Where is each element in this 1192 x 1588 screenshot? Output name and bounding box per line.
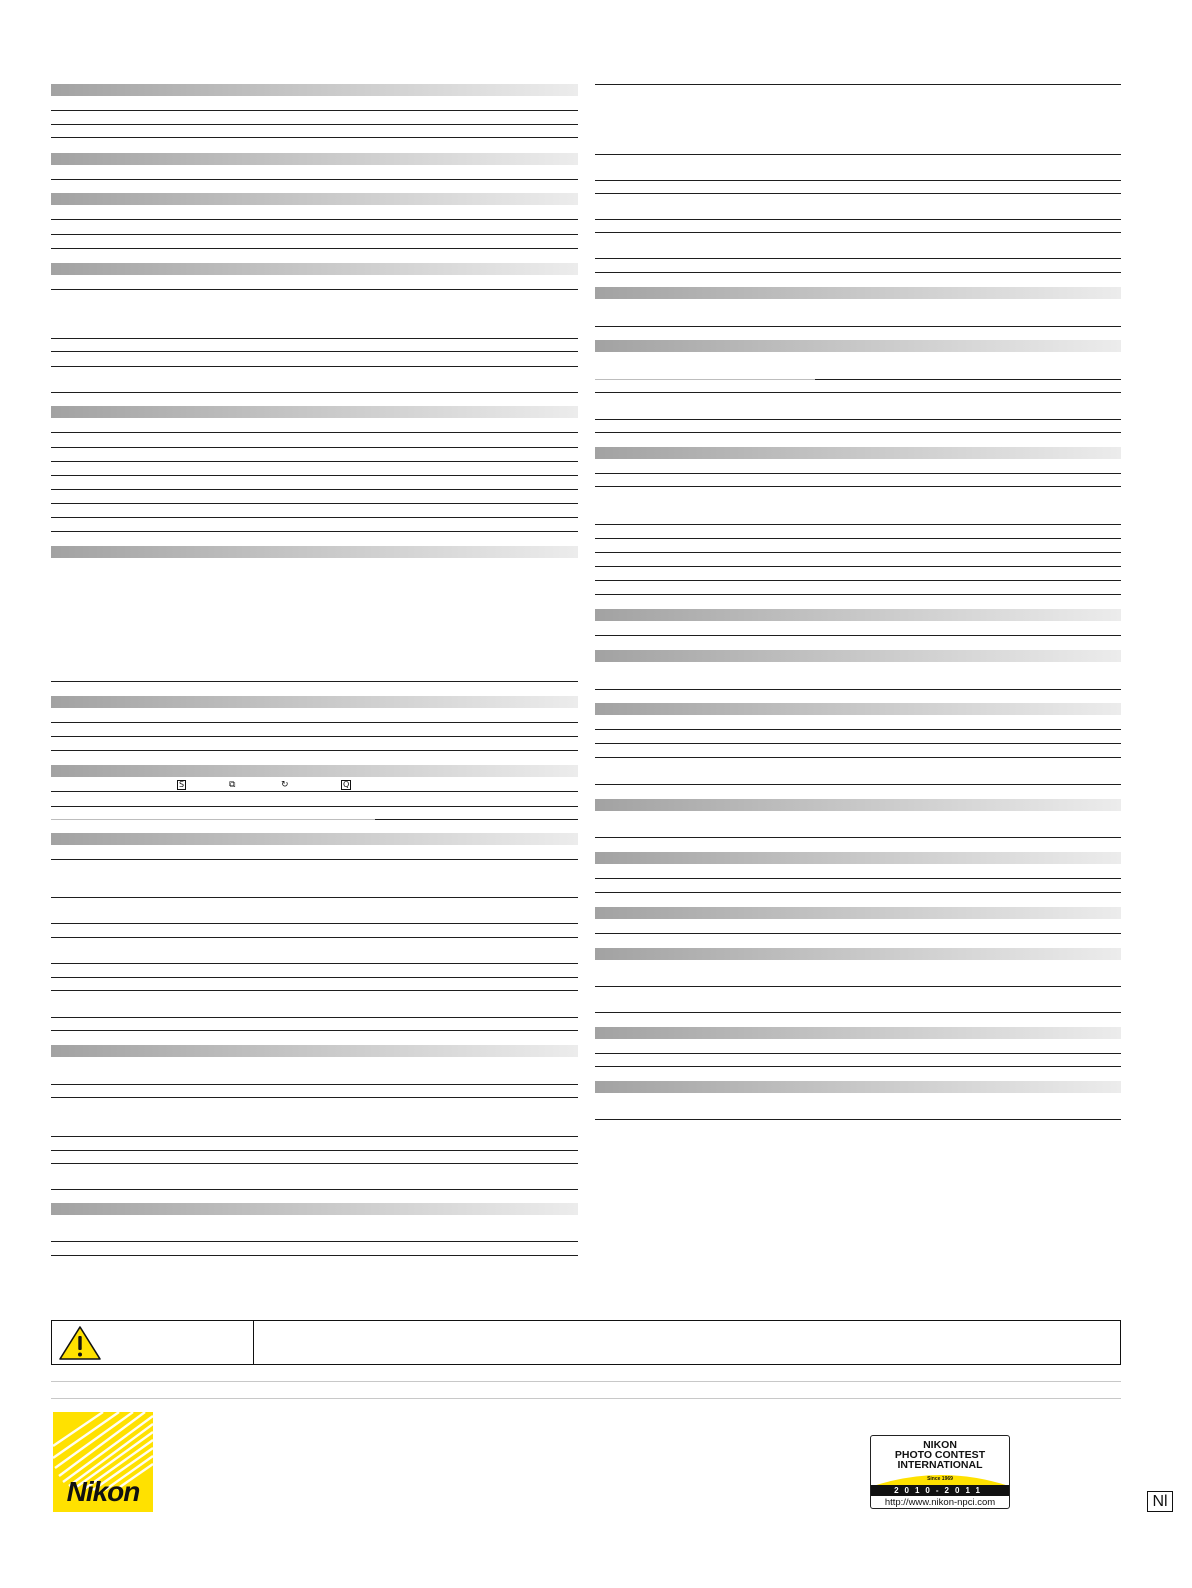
row-rule xyxy=(51,475,578,476)
row-rule xyxy=(51,289,578,290)
section-header-band xyxy=(595,907,1121,919)
spec-column-left xyxy=(51,0,578,1290)
section-header-band xyxy=(595,1027,1121,1039)
row-rule xyxy=(375,819,578,820)
row-rule xyxy=(51,1150,578,1151)
row-rule xyxy=(51,517,578,518)
row-rule xyxy=(51,963,578,964)
row-rule xyxy=(51,531,578,532)
row-rule xyxy=(595,232,1121,233)
row-rule xyxy=(51,1030,578,1031)
row-rule xyxy=(51,990,578,991)
row-rule xyxy=(595,1053,1121,1054)
section-header-band xyxy=(595,340,1121,352)
warning-triangle-icon xyxy=(58,1325,102,1366)
row-rule xyxy=(595,1119,1121,1120)
row-rule xyxy=(51,338,578,339)
row-rule xyxy=(51,722,578,723)
row-rule xyxy=(51,503,578,504)
footer-rule xyxy=(51,1398,1121,1399)
single-frame-icon: S xyxy=(179,780,185,789)
row-rule xyxy=(51,461,578,462)
row-rule xyxy=(595,580,1121,581)
row-rule xyxy=(595,258,1121,259)
row-rule xyxy=(595,1066,1121,1067)
row-rule xyxy=(815,379,1121,380)
row-rule xyxy=(51,392,578,393)
section-header-band xyxy=(51,696,578,708)
row-rule xyxy=(51,1017,578,1018)
row-rule xyxy=(595,84,1121,85)
row-rule xyxy=(595,272,1121,273)
row-rule xyxy=(595,419,1121,420)
safety-warning-box xyxy=(51,1320,1121,1365)
row-rule xyxy=(595,784,1121,785)
row-rule xyxy=(595,757,1121,758)
row-rule xyxy=(51,681,578,682)
quiet-mode-icon: Q xyxy=(343,780,350,789)
section-header-band xyxy=(51,263,578,275)
badge-since: Since 1969 xyxy=(927,1476,953,1482)
row-rule xyxy=(51,1163,578,1164)
row-rule xyxy=(595,933,1121,934)
row-rule xyxy=(595,432,1121,433)
row-rule xyxy=(595,524,1121,525)
row-rule xyxy=(51,819,375,820)
section-header-band xyxy=(595,447,1121,459)
badge-years: 2010-2011 xyxy=(871,1485,1009,1496)
row-rule xyxy=(595,743,1121,744)
row-rule xyxy=(51,923,578,924)
badge-line-3: INTERNATIONAL xyxy=(897,1459,983,1471)
section-header-band xyxy=(51,193,578,205)
row-rule xyxy=(595,729,1121,730)
row-rule xyxy=(595,219,1121,220)
row-rule xyxy=(51,791,578,792)
row-rule xyxy=(595,594,1121,595)
row-rule xyxy=(51,897,578,898)
row-rule xyxy=(51,1241,578,1242)
row-rule xyxy=(595,878,1121,879)
section-header-band xyxy=(595,650,1121,662)
section-header-band xyxy=(51,1203,578,1215)
continuous-icon: ⧉ xyxy=(229,780,236,790)
row-rule xyxy=(51,806,578,807)
row-rule xyxy=(595,837,1121,838)
row-rule xyxy=(51,447,578,448)
row-rule xyxy=(595,538,1121,539)
language-code-label: Nl xyxy=(1147,1491,1173,1512)
row-rule xyxy=(51,977,578,978)
row-rule xyxy=(595,154,1121,155)
section-header-band xyxy=(595,1081,1121,1093)
row-rule xyxy=(51,937,578,938)
section-header-band xyxy=(595,948,1121,960)
row-rule xyxy=(595,180,1121,181)
row-rule xyxy=(51,234,578,235)
section-header-band xyxy=(595,609,1121,621)
badge-line-1: NIKON xyxy=(923,1439,957,1451)
row-rule xyxy=(595,1012,1121,1013)
section-header-band xyxy=(595,703,1121,715)
row-rule xyxy=(595,986,1121,987)
section-header-band xyxy=(51,833,578,845)
row-rule xyxy=(51,110,578,111)
row-rule xyxy=(595,193,1121,194)
section-header-band xyxy=(595,287,1121,299)
section-header-band xyxy=(51,1045,578,1057)
row-rule xyxy=(51,1136,578,1137)
row-rule xyxy=(595,326,1121,327)
row-rule xyxy=(51,219,578,220)
section-header-band xyxy=(51,765,578,777)
row-rule xyxy=(51,1255,578,1256)
badge-url-link[interactable]: http://www.nikon-npci.com xyxy=(884,1497,996,1508)
row-rule xyxy=(595,379,815,380)
self-timer-icon: ↻ xyxy=(281,780,289,790)
section-header-band xyxy=(51,153,578,165)
badge-line-2: PHOTO CONTEST xyxy=(894,1449,986,1461)
photo-contest-badge[interactable] xyxy=(870,1435,1010,1509)
row-rule xyxy=(51,750,578,751)
nikon-wordmark: Nikon xyxy=(66,1476,140,1507)
row-rule xyxy=(51,179,578,180)
row-rule xyxy=(595,566,1121,567)
row-rule xyxy=(51,1189,578,1190)
row-rule xyxy=(51,1097,578,1098)
row-rule xyxy=(595,552,1121,553)
row-rule xyxy=(595,486,1121,487)
row-rule xyxy=(595,892,1121,893)
section-header-band xyxy=(595,852,1121,864)
row-rule xyxy=(51,432,578,433)
row-rule xyxy=(595,635,1121,636)
row-rule xyxy=(51,248,578,249)
row-rule xyxy=(595,473,1121,474)
row-rule xyxy=(51,137,578,138)
nikon-logo xyxy=(53,1412,153,1512)
row-rule xyxy=(51,489,578,490)
footer-rule xyxy=(51,1381,1121,1382)
section-header-band xyxy=(51,406,578,418)
section-header-band xyxy=(51,84,578,96)
row-rule xyxy=(595,689,1121,690)
row-rule xyxy=(595,392,1121,393)
row-rule xyxy=(51,1084,578,1085)
row-rule xyxy=(51,351,578,352)
row-rule xyxy=(51,736,578,737)
row-rule xyxy=(51,859,578,860)
row-rule xyxy=(51,366,578,367)
warning-divider xyxy=(253,1321,254,1364)
spec-column-right xyxy=(595,0,1121,1290)
section-header-band xyxy=(51,546,578,558)
section-header-band xyxy=(595,799,1121,811)
row-rule xyxy=(51,124,578,125)
